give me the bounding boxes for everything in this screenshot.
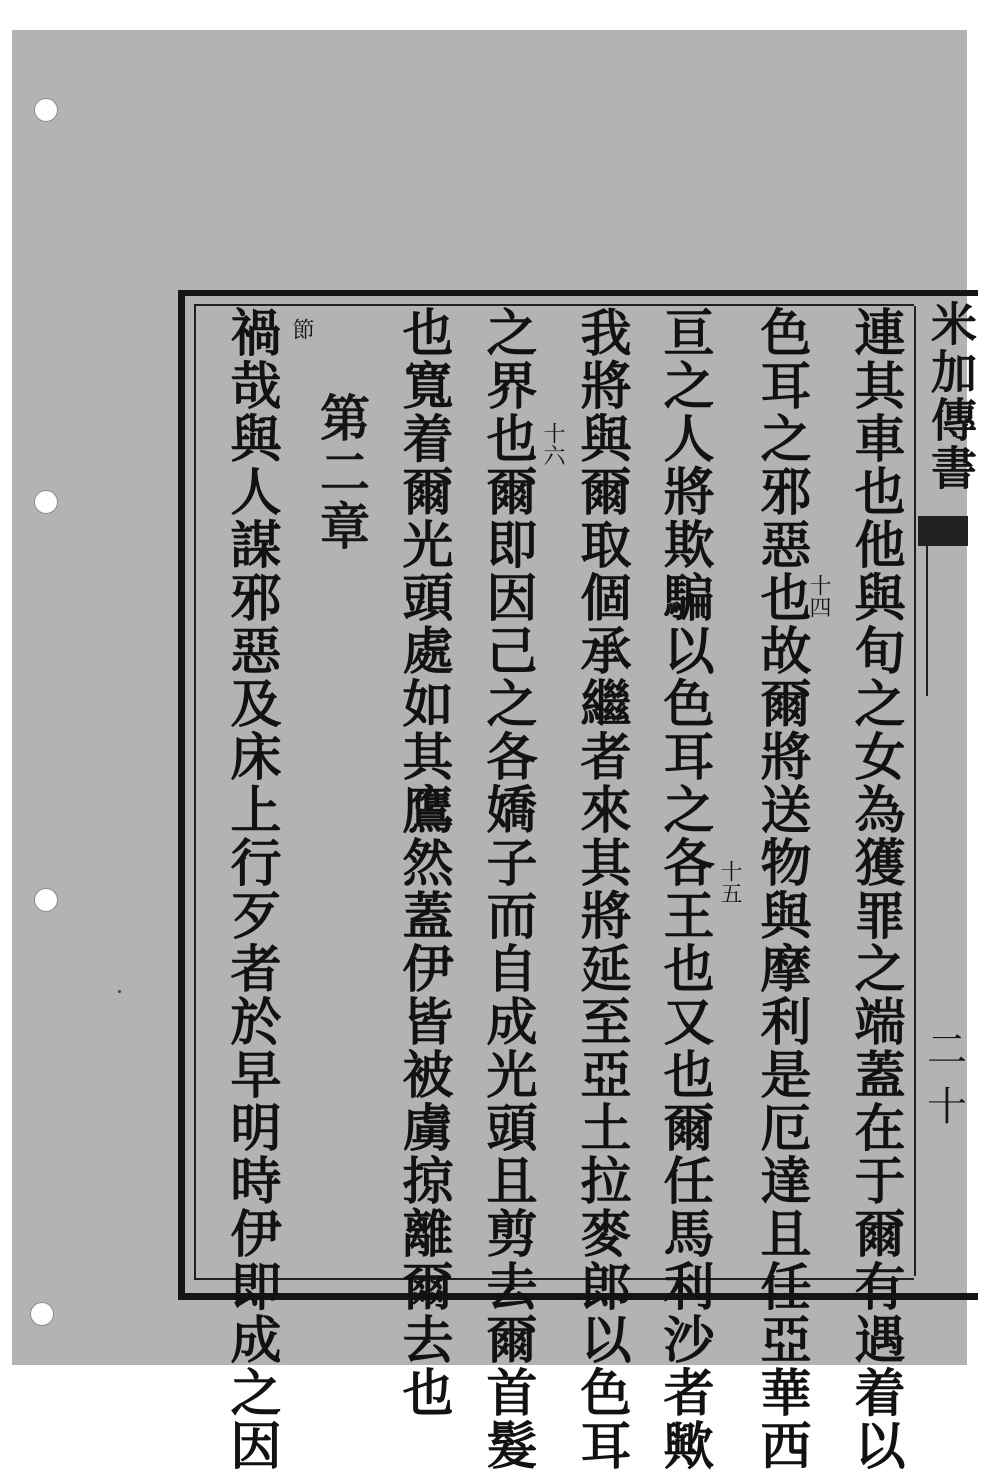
chapter-heading: 第二章 — [312, 392, 371, 554]
verse-marker: 十五 — [717, 860, 742, 904]
binder-hole — [34, 888, 58, 912]
text-column-3: 亘之人將欺騙以色耳之各王也又也爾任馬利沙者歟 — [654, 306, 714, 1472]
binder-hole — [30, 1302, 54, 1326]
text-column-6: 也寬着爾光頭處如其鷹然蓋伊皆被虜掠離爾去也 — [393, 306, 453, 1419]
page-number: 二十 — [927, 1027, 967, 1130]
margin-band — [926, 546, 970, 696]
text-column-2: 色耳之邪惡也故爾將送物與摩利是厄達且任亞華西 — [751, 306, 811, 1472]
section-label: 節 — [289, 318, 314, 340]
verse-marker: 十六 — [540, 422, 565, 466]
text-column-1: 連其車也他與旬之女為獲罪之端蓋在于爾有遇着以 — [845, 306, 905, 1472]
title-column-rule — [914, 306, 916, 1276]
text-column-7: 禍哉與人謀邪惡及床上行歹者於早明時伊即成之因 — [221, 306, 281, 1472]
text-column-4: 我將與爾取個承繼者來其將延至亞土拉麥郎以色耳 — [571, 306, 631, 1472]
verse-marker: 十四 — [806, 574, 831, 618]
dust-speck — [118, 990, 121, 993]
binder-hole — [34, 490, 58, 514]
binder-hole — [34, 98, 58, 122]
text-column-5: 之界也爾即因己之各嬌子而自成光頭且剪去爾首髮 — [477, 306, 537, 1472]
fish-tail-mark — [918, 516, 968, 546]
book-title: 米加傳書 — [924, 300, 978, 492]
